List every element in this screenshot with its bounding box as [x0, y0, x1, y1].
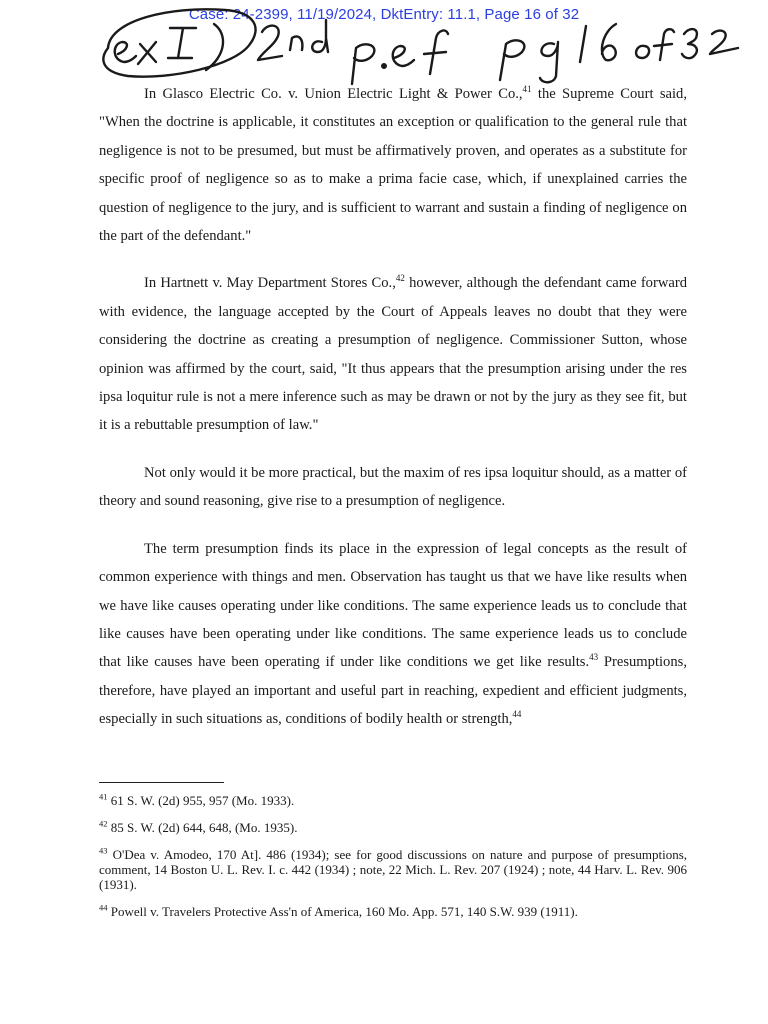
case-stamp-header: Case: 24-2399, 11/19/2024, DktEntry: 11.1, Page 16 of 32: [188, 6, 580, 23]
body-text: [99, 80, 687, 753]
handwritten-annotation: [0, 0, 768, 90]
paragraph: Not only would it be more practical, but the maxim of res ipsa loquitur should, as a matter of theory and sound reasoning, give rise to a presumption of negligence.: [99, 464, 687, 510]
footnote: $^{44}$ Powell v. Travelers Protective Ass'n of America, 160 Mo. App. 571, 140 S.W. 939 (1911).: [99, 902, 578, 919]
footnote-divider: [99, 782, 224, 783]
paragraph: The term presumption finds its place in the expression of legal concepts as the result of common experience with things and men. Observation has taught us that we have like results when we have like causes operating under like conditions. The same experience leads us to conclude that like causes have been operating under like conditions. The same experience leads us to conclude that like causes have been operating if under like conditions we get like results.$^{43}$ Presumptions, therefore, have played an important and useful part in reaching, expedient and efficient judgments, especially in such situations as, conditions of bodily health or strength,$^{44}$: [99, 540, 687, 728]
footnotes: [99, 793, 687, 931]
footnote-ref[interactable]: 44: [512, 709, 522, 720]
footnote-ref[interactable]: 41: [522, 84, 532, 95]
footnote: $^{42}$ 85 S. W. (2d) 644, 648, (Mo. 1935).: [99, 818, 298, 835]
footnote: $^{41}$ 61 S. W. (2d) 955, 957 (Mo. 1933).: [99, 791, 295, 808]
footnote-ref[interactable]: 42: [395, 273, 405, 284]
footnote: $^{43}$ O'Dea v. Amodeo, 170 At]. 486 (1934); see for good discussions on nature and purpose of presumptions, comment, 14 Boston U. L. Rev. I. c. 442 (1934) ; note, 22 Mich. L. Rev. 207 (1924) ; note, 44 Harv. L. Rev. 906 (1931).: [99, 845, 688, 892]
footnote-ref[interactable]: 43: [589, 652, 599, 663]
paragraph: In Glasco Electric Co. v. Union Electric Light & Power Co.,$^{41}$ the Supreme Court said, "When the doctrine is applicable, it constitutes an exception or qualification to the general rule that negligence is not to be presumed, but must be affirmatively proven, and operates as a substitute for specific proof of negligence so as to make a prima facie case, which, if unexplained carries the question of negligence to the jury, and is sufficient to warrant and sustain a finding of negligence on the part of the defendant.": [99, 84, 687, 245]
paragraph: In Hartnett v. May Department Stores Co.,$^{42}$ however, although the defendant came forward with evidence, the language accepted by the Court of Appeals leaves no doubt that they were considering the doctrine as creating a presumption of negligence. Commissioner Sutton, whose opinion was affirmed by the court, said, "It thus appears that the presumption arising under the res ipsa loquitur rule is not a mere inference such as may be drawn or not by the jury as they see fit, but it is a rebuttable presumption of law.": [99, 273, 688, 434]
